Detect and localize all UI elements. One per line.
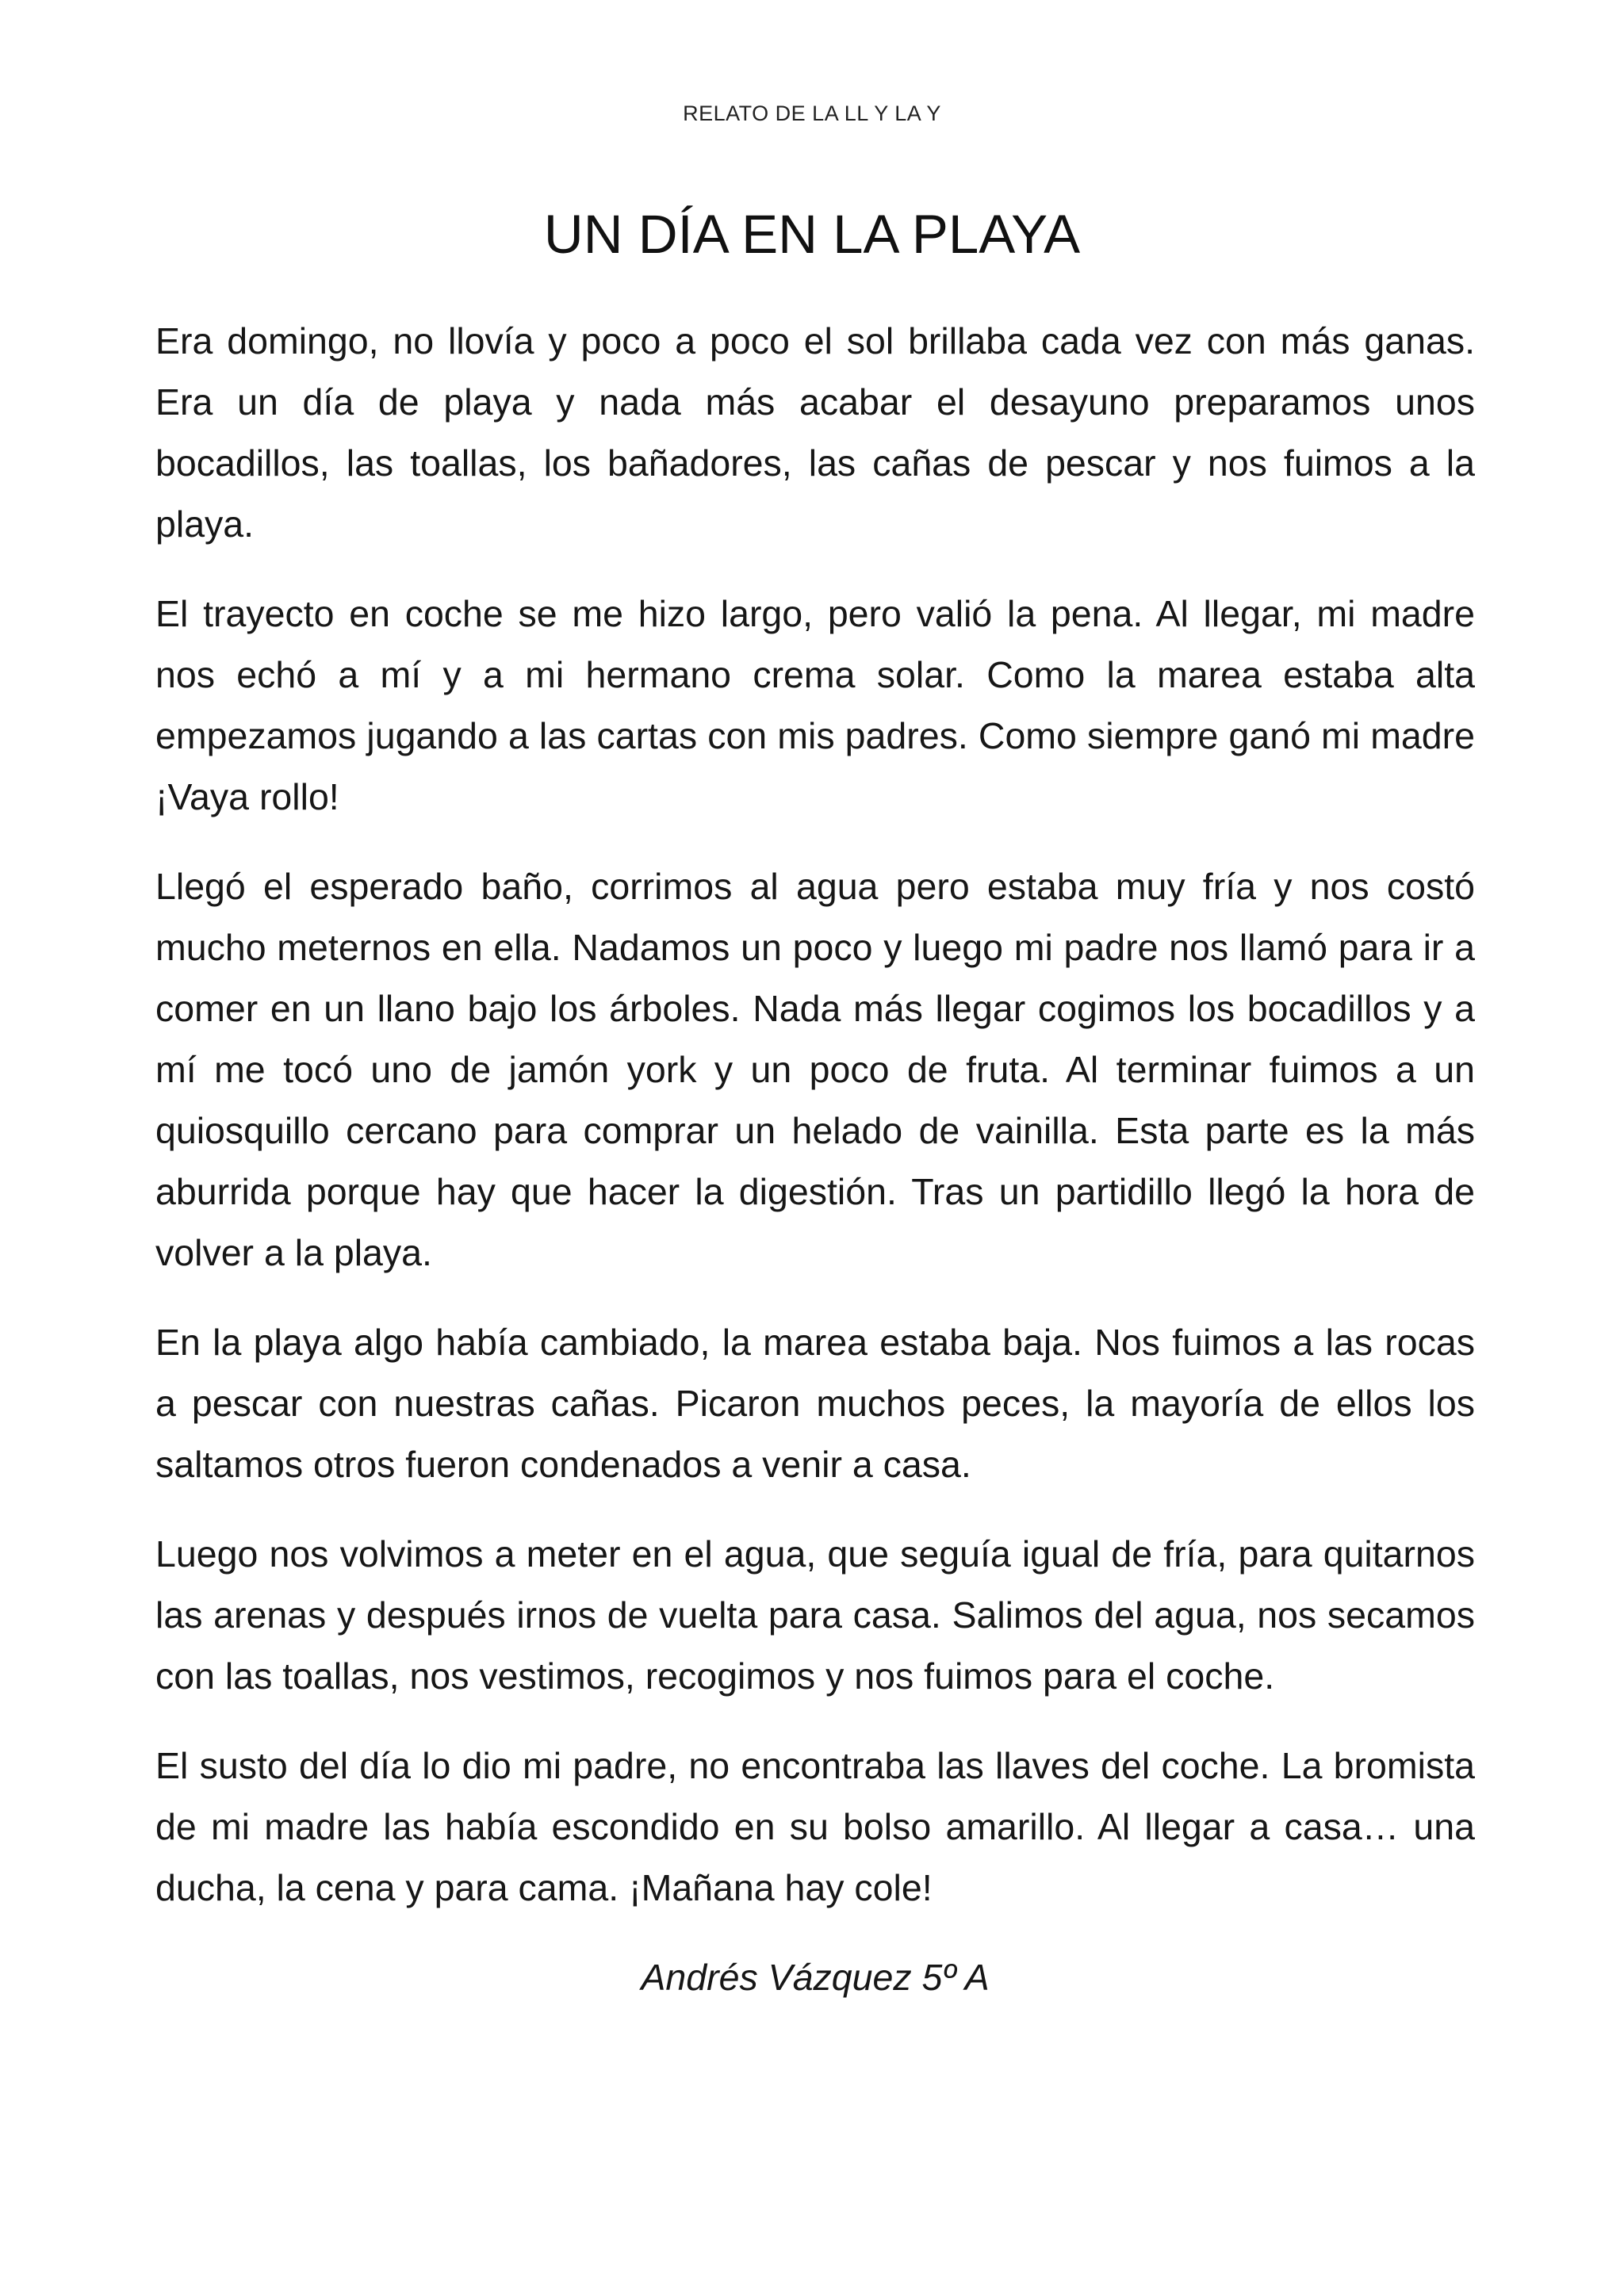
paragraph-5: Luego nos volvimos a meter en el agua, que seguía igual de fría, para quitarnos las arenas y después irnos de vuelta para casa. Salimos del agua, nos secamos con las toallas, nos vestimos, recogimos y nos fuimos para el coche. — [155, 1533, 1475, 1697]
story-title: UN DÍA EN LA PLAYA — [543, 204, 1081, 265]
paragraph-6: El susto del día lo dio mi padre, no encontraba las llaves del coche. La bromista de mi madre las había escondido en su bolso amarillo. Al llegar a casa… una ducha, la cena y para cama. ¡Mañana hay cole! — [155, 1745, 1475, 1908]
story-body — [155, 311, 1475, 2008]
paragraph-2: El trayecto en coche se me hizo largo, pero valió la pena. Al llegar, mi madre nos echó a mí y a mi hermano crema solar. Como la marea estaba alta empezamos jugando a las cartas con mis padres. Como siempre ganó mi madre ¡Vaya rollo! — [155, 593, 1475, 817]
paragraph-4: En la playa algo había cambiado, la marea estaba baja. Nos fuimos a las rocas a pescar con nuestras cañas. Picaron muchos peces, la mayoría de ellos los saltamos otros fueron condenados a venir a casa. — [155, 1322, 1475, 1485]
paragraph-3: Llegó el esperado baño, corrimos al agua pero estaba muy fría y nos costó mucho meternos en ella. Nadamos un poco y luego mi padre nos llamó para ir a comer en un llano bajo los árboles. Nada más llegar cogimos los bocadillos y a mí me tocó uno de jamón york y un poco de fruta. Al terminar fuimos a un quiosquillo cercano para comprar un helado de vainilla. Esta parte es la más aburrida porque hay que hacer la digestión. Tras un partidillo llegó la hora de volver a la playa. — [155, 866, 1475, 1273]
paragraph-1: Era domingo, no llovía y poco a poco el sol brillaba cada vez con más ganas. Era un día de playa y nada más acabar el desayuno preparamos unos bocadillos, las toallas, los bañadores, las cañas de pescar y nos fuimos a la playa. — [155, 320, 1475, 545]
author-signature: Andrés Vázquez 5º A — [641, 1957, 990, 1998]
running-header: RELATO DE LA LL Y LA Y — [683, 101, 941, 125]
